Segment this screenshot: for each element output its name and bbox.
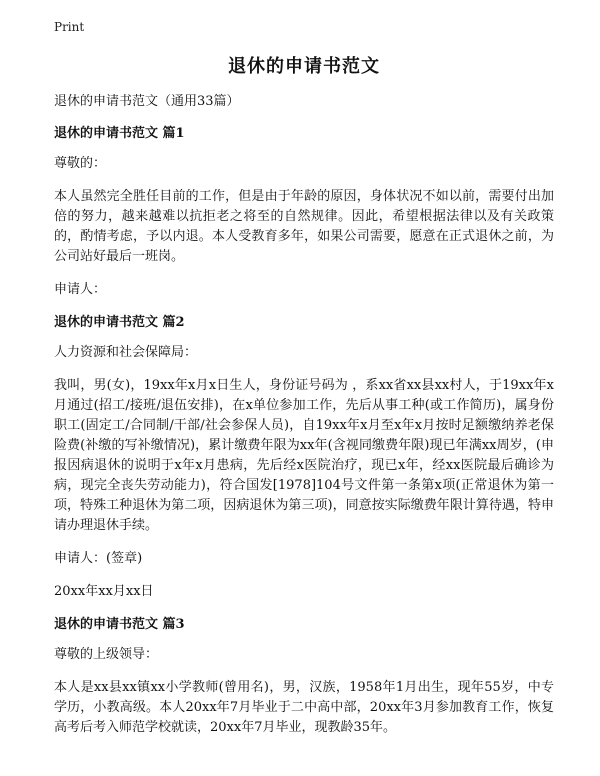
section-heading: 退休的申请书范文 篇3: [54, 617, 185, 632]
page-title: 退休的申请书范文: [228, 56, 380, 77]
section-3: [54, 615, 554, 738]
section-2: [54, 313, 554, 602]
document-subtitle: 退休的申请书范文（通用33篇）: [54, 94, 240, 109]
print-link[interactable]: Print: [54, 20, 85, 34]
signature-line: 申请人：(签章): [54, 551, 143, 566]
section-heading: 退休的申请书范文 篇2: [54, 315, 185, 330]
salutation: 人力资源和社会保障局：: [54, 345, 198, 360]
document-body: [54, 52, 554, 751]
date-line: 20xx年xx月xx日: [54, 584, 154, 599]
section-body: 我叫，男(女)，19xx年x月x日生人，身份证号码为 ，系xx省xx县xx村人，于19xx年x月通过(招工/接班/退伍安排)，在x单位参加工作，先后从事工种(或工作简历)，属身份职工(固定工/合同制/干部/社会参保人员)，自19xx年x月至x年x月按时足额缴纳养老保险费(补缴的写补缴情况)，累计缴费年限为xx年(含视同缴费年限)现已年满xx周岁，(申报因病退休的说明于x年x月患病，先后经x医院治疗，现已x年，经xx医院最后确诊为病，现完全丧失劳动能力)，符合国发[1978]104号文件第一条第x项(正常退休为第一项，特殊工种退休为第二项，因病退休为第三项)，同意按实际缴费年限计算待遇，特申请办理退休手续。: [54, 378, 554, 533]
section-1: [54, 124, 554, 300]
section-body: 本人是xx县xx镇xx小学教师(曾用名)，男，汉族，1958年1月出生，现年55岁，中专学历，小教高级。本人20xx年7月毕业于二中高中部，20xx年3月参加教育工作，恢复高考后考入师范学校就读，20xx年7月毕业，现教龄35年。: [54, 680, 554, 735]
section-heading: 退休的申请书范文 篇1: [54, 126, 185, 141]
section-body: 本人虽然完全胜任目前的工作，但是由于年龄的原因，身体状况不如以前，需要付出加倍的努力，越来越难以抗拒老之将至的自然规律。因此，希望根据法律以及有关政策的，酌情考虑，予以内退。本人受教育多年，如果公司需要，愿意在正式退休之前，为公司站好最后一班岗。: [54, 189, 554, 264]
salutation: 尊敬的：: [54, 156, 107, 171]
salutation: 尊敬的上级领导：: [54, 647, 159, 662]
signature-line: 申请人：: [54, 282, 107, 297]
